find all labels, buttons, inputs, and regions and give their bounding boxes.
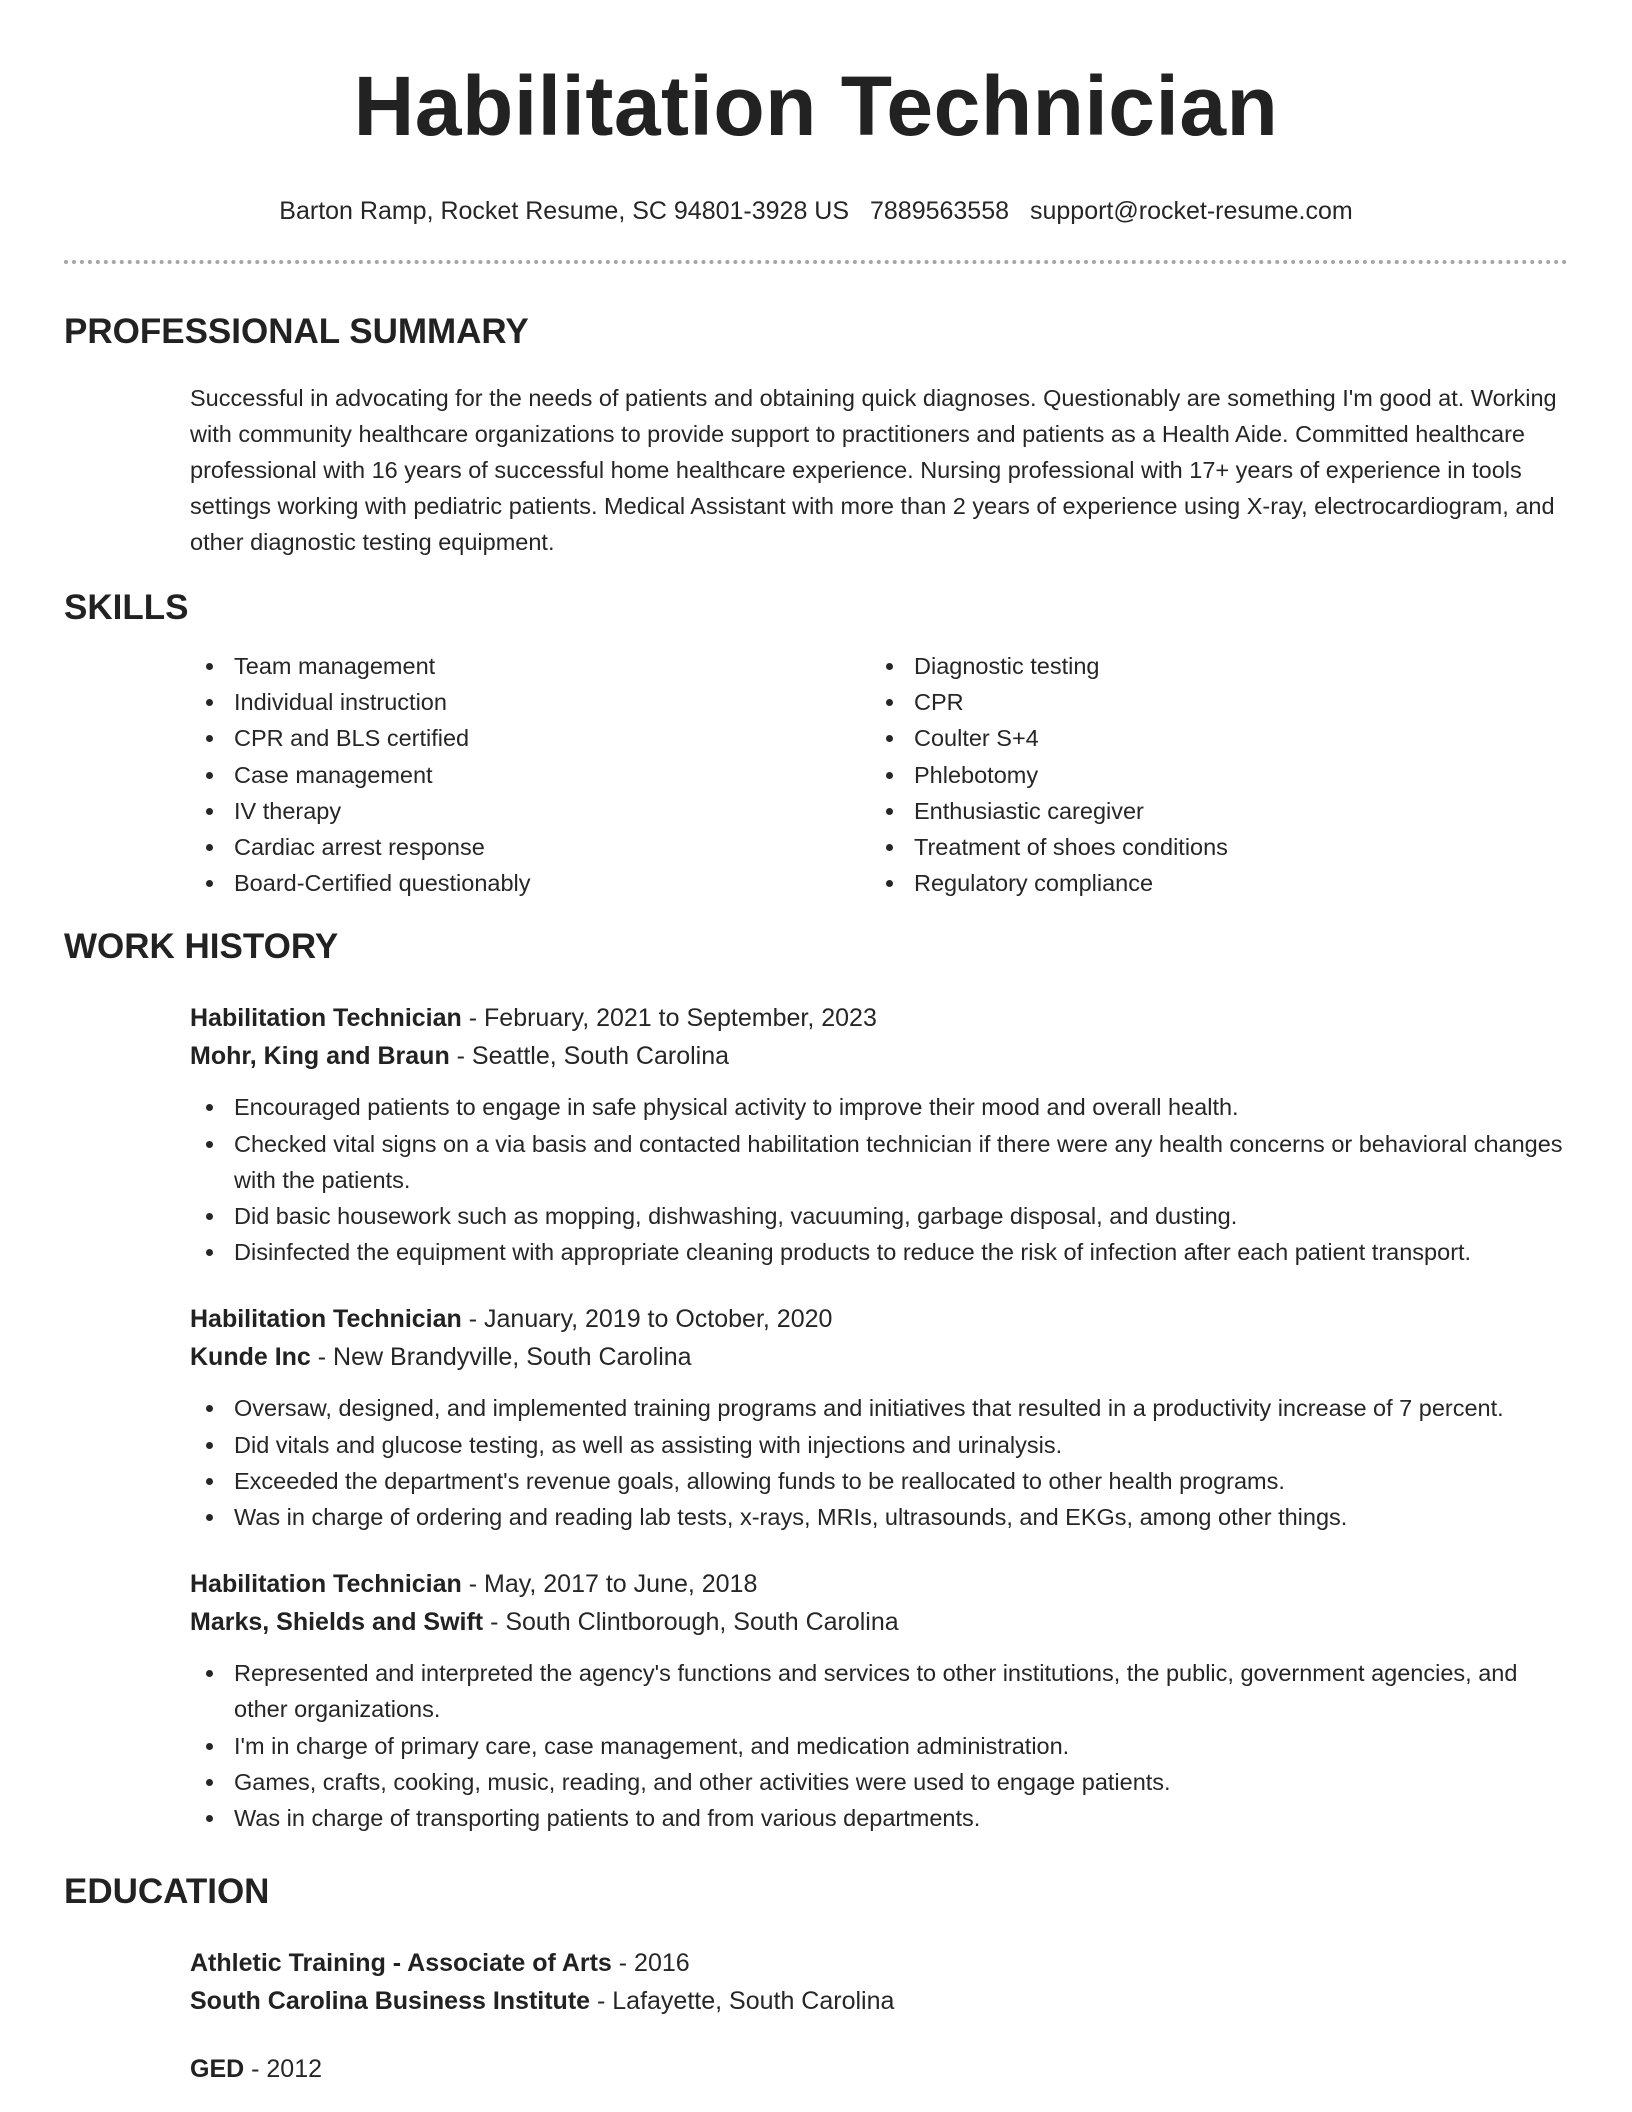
- job-bullet: Did basic housework such as mopping, dishwashing, vacuuming, garbage disposal, and dusting.: [190, 1198, 1568, 1234]
- skill-item: Team management: [190, 648, 870, 684]
- skill-item: Regulatory compliance: [870, 865, 1550, 901]
- job-location: - Seattle, South Carolina: [449, 1042, 730, 1071]
- job-role: Habilitation Technician: [190, 1004, 462, 1033]
- skill-item: Board-Certified questionably: [190, 865, 870, 901]
- job-location: - New Brandyville, South Carolina: [310, 1343, 692, 1372]
- job-bullet: Represented and interpreted the agency's functions and services to other institutions, the public, government agencies, and other organizations.: [190, 1655, 1568, 1727]
- resume-name: Habilitation Technician: [353, 59, 1279, 153]
- job-title-line: [190, 1565, 1568, 1603]
- job-entry: [190, 999, 1568, 1270]
- education-location: - Lafayette, South Carolina: [590, 1987, 895, 2016]
- section-title-skills: SKILLS: [64, 588, 189, 627]
- job-company: Mohr, King and Braun: [190, 1042, 450, 1071]
- job-bullet: Checked vital signs on a via basis and contacted habilitation technician if there were any health concerns or behavioral changes with the patients.: [190, 1126, 1568, 1198]
- job-bullet: Was in charge of ordering and reading lab tests, x-rays, MRIs, ultrasounds, and EKGs, among other things.: [190, 1499, 1568, 1535]
- job-company: Marks, Shields and Swift: [190, 1608, 484, 1637]
- job-bullets: [190, 1390, 1568, 1535]
- job-company-line: [190, 1338, 1568, 1376]
- job-bullet: Games, crafts, cooking, music, reading, and other activities were used to engage patients.: [190, 1764, 1568, 1800]
- skill-item: CPR: [870, 684, 1550, 720]
- education-year: - 2016: [611, 1949, 690, 1978]
- skill-item: Case management: [190, 757, 870, 793]
- skill-item: CPR and BLS certified: [190, 720, 870, 756]
- education-degree-line: [190, 2050, 1568, 2088]
- job-role: Habilitation Technician: [190, 1570, 462, 1599]
- education-degree: Athletic Training - Associate of Arts: [190, 1949, 612, 1978]
- skill-item: Phlebotomy: [870, 757, 1550, 793]
- section-title-education: EDUCATION: [64, 1872, 270, 1912]
- job-bullet: I'm in charge of primary care, case management, and medication administration.: [190, 1728, 1568, 1764]
- skills-list: [190, 648, 1568, 901]
- job-dates: - February, 2021 to September, 2023: [461, 1004, 877, 1033]
- job-bullets: [190, 1089, 1568, 1270]
- job-bullets: [190, 1655, 1568, 1836]
- section-title-summary: PROFESSIONAL SUMMARY: [64, 312, 529, 351]
- job-company-line: [190, 1603, 1568, 1641]
- job-bullet: Did vitals and glucose testing, as well as assisting with injections and urinalysis.: [190, 1427, 1568, 1463]
- education-entry: [190, 1944, 1568, 2020]
- job-location: - South Clintborough, South Carolina: [483, 1608, 899, 1637]
- skill-item: Enthusiastic caregiver: [870, 793, 1550, 829]
- skills-column-right: [870, 648, 1550, 901]
- education-year: - 2012: [244, 2055, 323, 2084]
- skill-item: Treatment of shoes conditions: [870, 829, 1550, 865]
- education-entry: [190, 2050, 1568, 2088]
- contact-phone: 7889563558: [869, 197, 1010, 225]
- job-bullet: Exceeded the department's revenue goals, allowing funds to be reallocated to other health programs.: [190, 1463, 1568, 1499]
- skills-column-left: [190, 648, 870, 901]
- contact-line: [64, 196, 1568, 226]
- education-school: South Carolina Business Institute: [190, 1987, 591, 2016]
- skill-item: Diagnostic testing: [870, 648, 1550, 684]
- skill-item: IV therapy: [190, 793, 870, 829]
- job-company: Kunde Inc: [190, 1343, 311, 1372]
- education-degree-line: [190, 1944, 1568, 1982]
- contact-address: Barton Ramp, Rocket Resume, SC 94801-3928 US: [279, 197, 850, 225]
- contact-email: support@rocket-resume.com: [1029, 197, 1353, 225]
- job-bullet: Encouraged patients to engage in safe physical activity to improve their mood and overall health.: [190, 1089, 1568, 1125]
- summary-text: Successful in advocating for the needs of patients and obtaining quick diagnoses. Questionably are something I'm good at. Working with community healthcare organizations to provide support to practitioners and patients as a Health Aide. Committed healthcare professional with 16 years of successful home healthcare experience. Nursing professional with 17+ years of experience in tools settings working with pediatric patients. Medical Assistant with more than 2 years of experience using X-ray, electrocardiogram, and other diagnostic testing equipment.: [190, 385, 1557, 555]
- job-entry: [190, 1300, 1568, 1535]
- job-dates: - May, 2017 to June, 2018: [461, 1570, 758, 1599]
- job-entry: [190, 1565, 1568, 1836]
- section-title-work-history: WORK HISTORY: [64, 927, 339, 967]
- job-bullet: Was in charge of transporting patients to and from various departments.: [190, 1800, 1568, 1836]
- job-company-line: [190, 1037, 1568, 1075]
- education-school-line: [190, 1982, 1568, 2020]
- skill-item: Coulter S+4: [870, 720, 1550, 756]
- header-divider: [64, 260, 1568, 264]
- job-role: Habilitation Technician: [190, 1305, 462, 1334]
- skill-item: Individual instruction: [190, 684, 870, 720]
- job-bullet: Oversaw, designed, and implemented training programs and initiatives that resulted in a productivity increase of 7 percent.: [190, 1390, 1568, 1426]
- job-dates: - January, 2019 to October, 2020: [461, 1305, 833, 1334]
- skill-item: Cardiac arrest response: [190, 829, 870, 865]
- job-title-line: [190, 999, 1568, 1037]
- job-title-line: [190, 1300, 1568, 1338]
- education-degree: GED: [190, 2055, 245, 2084]
- job-bullet: Disinfected the equipment with appropriate cleaning products to reduce the risk of infection after each patient transport.: [190, 1234, 1568, 1270]
